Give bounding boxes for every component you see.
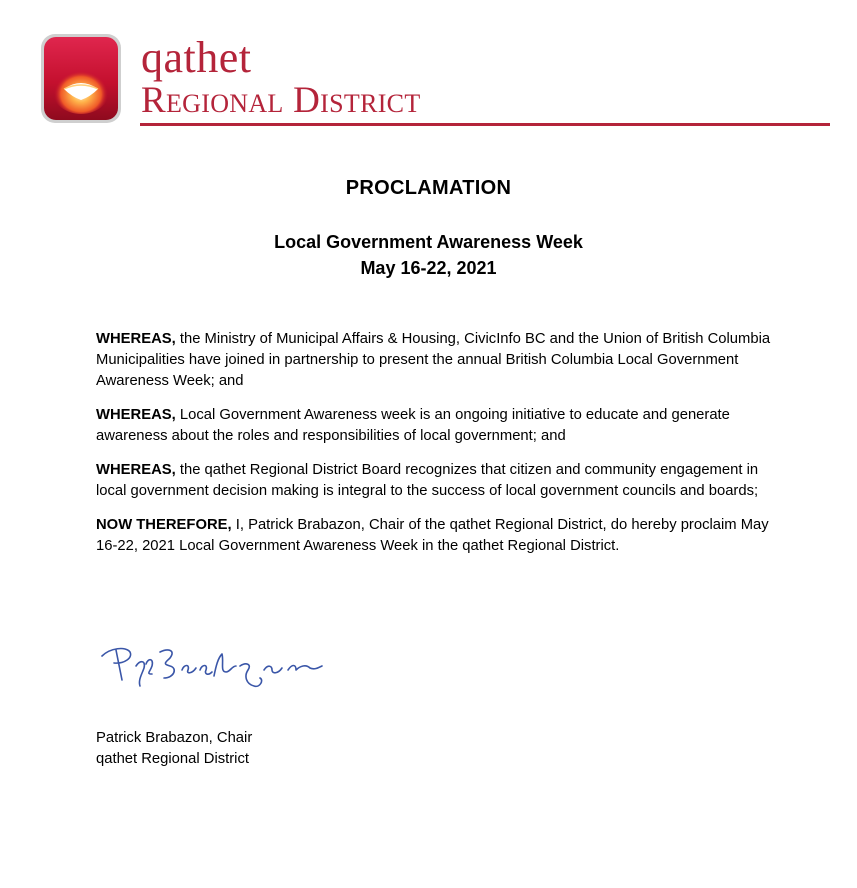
paragraph-lead: WHEREAS,: [96, 407, 176, 423]
whereas-paragraph-1: [96, 329, 786, 392]
signatory-name-title: Patrick Brabazon, Chair: [96, 730, 253, 746]
document-subtitle: [0, 229, 857, 281]
paragraph-text: the Ministry of Municipal Affairs & Housing, CivicInfo BC and the Union of British Columbia Municipalities have joined in partnership to present the annual British Columbia Local Government Awareness Week; and: [96, 331, 771, 389]
paragraph-lead: NOW THEREFORE,: [96, 517, 232, 533]
subtitle-event-dates: May 16-22, 2021: [360, 258, 497, 278]
now-therefore-paragraph: [96, 515, 786, 557]
paragraph-text: the qathet Regional District Board recognizes that citizen and community engagement in local government decision making is integral to the success of local government councils and boards;: [96, 462, 759, 499]
document-title: PROCLAMATION: [345, 177, 512, 199]
whereas-paragraph-3: [96, 460, 786, 502]
brand-subtitle: Regional District: [141, 80, 421, 121]
header-divider: [140, 123, 830, 126]
signatory-organization: qathet Regional District: [96, 751, 249, 767]
proclamation-body: [96, 329, 786, 570]
paragraph-text: I, Patrick Brabazon, Chair of the qathet Regional District, do hereby proclaim May 16-22, 2021 Local Government Awareness Week in the qathet Regional District.: [96, 517, 769, 554]
brand-name: qathet: [141, 33, 252, 82]
whereas-paragraph-2: [96, 405, 786, 447]
handwritten-signature: [96, 636, 346, 706]
district-logo: [40, 33, 122, 124]
paragraph-lead: WHEREAS,: [96, 462, 176, 478]
paragraph-lead: WHEREAS,: [96, 331, 176, 347]
subtitle-event-name: Local Government Awareness Week: [274, 232, 583, 252]
paragraph-text: Local Government Awareness week is an ongoing initiative to educate and generate awareness about the roles and responsibilities of local government; and: [96, 407, 730, 444]
